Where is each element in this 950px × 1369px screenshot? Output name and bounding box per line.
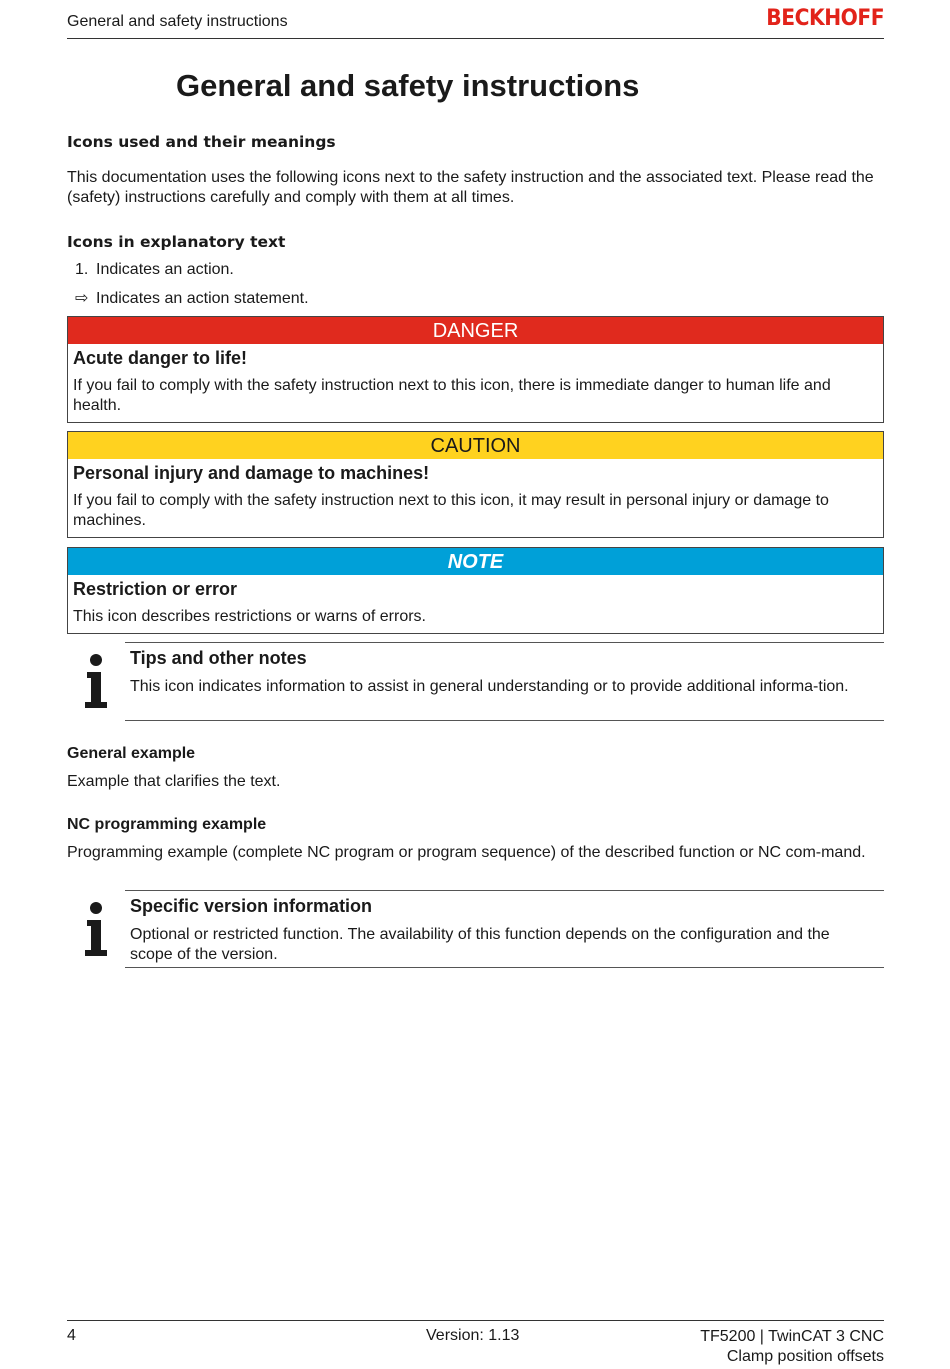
explanatory-heading: Icons in explanatory text: [67, 233, 286, 251]
nc-example-text: Programming example (complete NC program or program sequence) of the described function or NC com-mand.: [67, 844, 866, 861]
product-name: TF5200 | TwinCAT 3 CNC: [700, 1328, 884, 1345]
caution-label: CAUTION: [68, 432, 883, 459]
page-title: General and safety instructions: [176, 68, 640, 103]
caution-box: [67, 431, 884, 538]
info-icon: [83, 654, 109, 708]
danger-label: DANGER: [68, 317, 883, 344]
header-section-title: General and safety instructions: [67, 13, 288, 30]
general-example-text: Example that clarifies the text.: [67, 773, 281, 790]
general-example-heading: General example: [67, 745, 196, 762]
list-item-action: [75, 261, 234, 279]
tips-hint: [67, 642, 884, 722]
nc-example-heading: NC programming example: [67, 816, 267, 833]
tips-title: Tips and other notes: [130, 648, 307, 668]
list-item-statement: [75, 288, 309, 308]
note-text: This icon describes restrictions or warns of errors.: [73, 608, 426, 625]
note-title: Restriction or error: [73, 579, 238, 599]
list-item-text: Indicates an action statement.: [96, 290, 309, 307]
beckhoff-logo: BECKHOFF: [766, 6, 884, 31]
danger-text: If you fail to comply with the safety instruction next to this icon, there is immediate danger to human life and health.: [73, 377, 831, 414]
divider: [125, 967, 884, 968]
version-info-title: Specific version information: [130, 896, 373, 916]
note-box: [67, 547, 884, 634]
tips-text: This icon indicates information to assist in general understanding or to provide additional informa-tion.: [130, 678, 849, 695]
list-item-text: Indicates an action.: [96, 261, 234, 278]
divider: [125, 720, 884, 721]
info-icon: [83, 902, 109, 956]
danger-box: [67, 316, 884, 423]
caution-text: If you fail to comply with the safety instruction next to this icon, it may result in personal injury or damage to machines.: [73, 492, 829, 529]
divider: [125, 890, 884, 891]
arrow-right-icon: ⇨: [75, 290, 89, 307]
divider: [125, 642, 884, 643]
version-hint: [67, 890, 884, 970]
icons-intro: This documentation uses the following icons next to the safety instruction and the associated text. Please read the (safety) instructions carefully and comply with them at all times.: [67, 169, 874, 206]
caution-title: Personal injury and damage to machines!: [73, 463, 430, 483]
note-label: NOTE: [68, 548, 883, 575]
step-number: 1.: [75, 261, 89, 278]
version-info-text: Optional or restricted function. The availability of this function depends on the configuration and the scope of the version.: [130, 926, 830, 963]
page-footer: [67, 1320, 884, 1365]
footer-product-info: [700, 1327, 884, 1367]
icons-heading: Icons used and their meanings: [67, 133, 336, 151]
page-number: 4: [67, 1327, 76, 1344]
document-subtitle: Clamp position offsets: [726, 1348, 884, 1365]
page-header: [67, 0, 884, 39]
version-label: Version: 1.13: [426, 1327, 520, 1344]
danger-title: Acute danger to life!: [73, 348, 248, 368]
